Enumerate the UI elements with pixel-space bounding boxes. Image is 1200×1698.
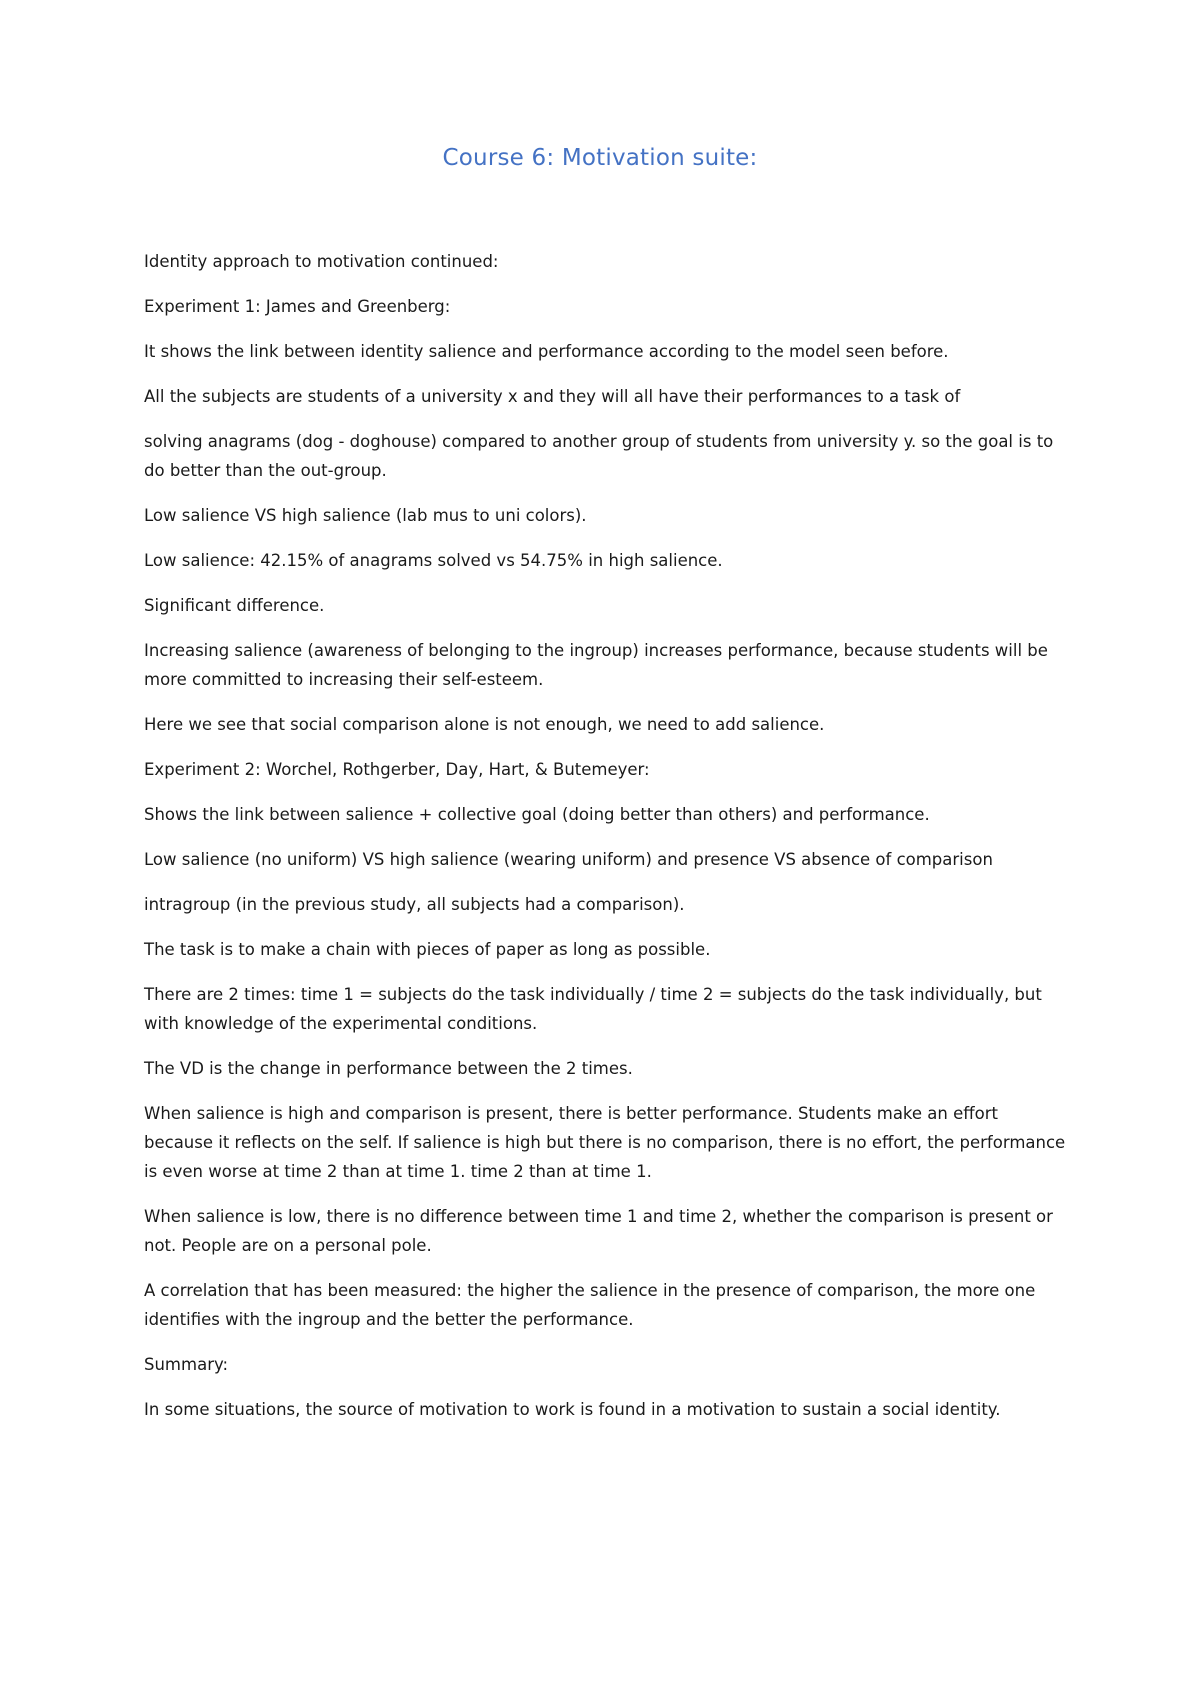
document-body bbox=[144, 247, 1069, 1440]
document-title: Course 6: Motivation suite: bbox=[442, 145, 758, 171]
paragraph: Experiment 2: Worchel, Rothgerber, Day, Hart, & Butemeyer: bbox=[144, 760, 650, 779]
paragraph: In some situations, the source of motivation to work is found in a motivation to sustain a social identity. bbox=[144, 1400, 1001, 1419]
paragraph: Low salience (no uniform) VS high salience (wearing uniform) and presence VS absence of comparison bbox=[144, 850, 993, 869]
paragraph: intragroup (in the previous study, all subjects had a comparison). bbox=[144, 895, 685, 914]
paragraph: Summary: bbox=[144, 1355, 229, 1374]
paragraph: There are 2 times: time 1 = subjects do the task individually / time 2 = subjects do the task individually, but with knowledge of the experimental conditions. bbox=[144, 985, 1042, 1033]
paragraph: solving anagrams (dog - doghouse) compared to another group of students from university y. so the goal is to do better than the out-group. bbox=[144, 432, 1054, 480]
paragraph: Shows the link between salience + collective goal (doing better than others) and performance. bbox=[144, 805, 930, 824]
paragraph: Low salience: 42.15% of anagrams solved vs 54.75% in high salience. bbox=[144, 551, 723, 570]
paragraph: The VD is the change in performance between the 2 times. bbox=[144, 1059, 633, 1078]
paragraph: Here we see that social comparison alone is not enough, we need to add salience. bbox=[144, 715, 825, 734]
paragraph: All the subjects are students of a university x and they will all have their performances to a task of bbox=[144, 387, 961, 406]
paragraph: Significant difference. bbox=[144, 596, 325, 615]
paragraph: Experiment 1: James and Greenberg: bbox=[144, 297, 451, 316]
paragraph: The task is to make a chain with pieces of paper as long as possible. bbox=[144, 940, 711, 959]
paragraph: Increasing salience (awareness of belonging to the ingroup) increases performance, because students will be more committed to increasing their self-esteem. bbox=[144, 641, 1048, 689]
paragraph: Low salience VS high salience (lab mus to uni colors). bbox=[144, 506, 587, 525]
paragraph: Identity approach to motivation continued: bbox=[144, 252, 499, 271]
paragraph: When salience is low, there is no difference between time 1 and time 2, whether the comparison is present or not. People are on a personal pole. bbox=[144, 1207, 1053, 1255]
paragraph: A correlation that has been measured: the higher the salience in the presence of comparison, the more one identifies with the ingroup and the better the performance. bbox=[144, 1281, 1036, 1329]
paragraph: It shows the link between identity salience and performance according to the model seen before. bbox=[144, 342, 949, 361]
paragraph: When salience is high and comparison is present, there is better performance. Students make an effort because it reflects on the self. If salience is high but there is no comparison, there is no effort, the performance is even worse at time 2 than at time 1. time 2 than at time 1. bbox=[144, 1104, 1066, 1181]
